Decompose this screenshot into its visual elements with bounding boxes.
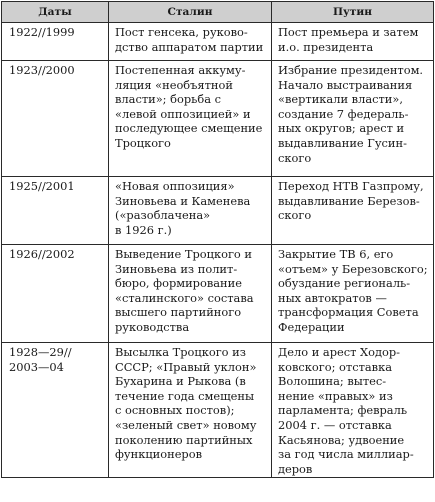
table-row: [2, 177, 434, 245]
stalin-text: Высылка Троцкого из СССР; «Правый уклон» Бухарина и Рыкова (в течение года смещены с основных постов); «зеленый свет» новому поколению партийных функционеров: [115, 345, 257, 462]
table-row: [2, 245, 434, 343]
date-text: 1926//2002: [9, 247, 75, 261]
date-cell: [2, 61, 109, 177]
putin-cell: [272, 61, 434, 177]
table-header: [2, 2, 434, 23]
date-cell: [2, 177, 109, 245]
stalin-text: Выведение Троцкого и Зиновьева из полит- бюро, формирование «сталинского» состава высшего партийного руководства: [115, 247, 254, 334]
date-cell: [2, 23, 109, 61]
date-text: 1923//2000: [9, 63, 75, 77]
stalin-cell: [109, 23, 272, 61]
header-putin: Путин: [272, 2, 434, 23]
putin-text: Пост премьера и затем и.о. президента: [278, 25, 419, 54]
putin-cell: [272, 177, 434, 245]
date-cell: [2, 245, 109, 343]
date-cell: [2, 343, 109, 478]
putin-cell: [272, 23, 434, 61]
stalin-cell: [109, 177, 272, 245]
table-row: [2, 61, 434, 177]
putin-text: Переход НТВ Газпрому, выдавливание Березов- ского: [278, 179, 424, 223]
stalin-cell: [109, 343, 272, 478]
putin-cell: [272, 245, 434, 343]
putin-cell: [272, 343, 434, 478]
date-text: 1922//1999: [9, 25, 75, 39]
header-stalin: Сталин: [109, 2, 272, 23]
header-row: [2, 2, 434, 23]
stalin-text: «Новая оппозиция» Зиновьева и Каменева («разоблачена» в 1926 г.): [115, 179, 251, 237]
table-row: [2, 23, 434, 61]
date-text: 1925//2001: [9, 179, 75, 193]
table-body: [2, 23, 434, 478]
stalin-text: Пост генсека, руково- дство аппаратом партии: [115, 25, 264, 54]
putin-text: Дело и арест Ходор- ковского; отставка Волошина; вытес- нение «правых» из парламента; февраль 2004 г. — отставка Касьянова; удвоение за год числа миллиар- деров: [278, 345, 414, 476]
table-row: [2, 343, 434, 478]
comparison-table: [1, 1, 434, 478]
putin-text: Закрытие ТВ 6, его «отъем» у Березовского; обуздание региональ- ных автократов — трансформация Совета Федерации: [278, 247, 428, 334]
stalin-cell: [109, 61, 272, 177]
stalin-cell: [109, 245, 272, 343]
date-text: 1928—29// 2003—04: [9, 345, 72, 374]
stalin-text: Постепенная аккуму- ляция «необъятной власти»; борьба с «левой оппозицией» и последующее смещение Троцкого: [115, 63, 263, 150]
header-dates: Даты: [2, 2, 109, 23]
putin-text: Избрание президентом. Начало выстраивания «вертикали власти», создание 7 федераль- ных округов; арест и выдавливание Гусин- ского: [278, 63, 424, 165]
